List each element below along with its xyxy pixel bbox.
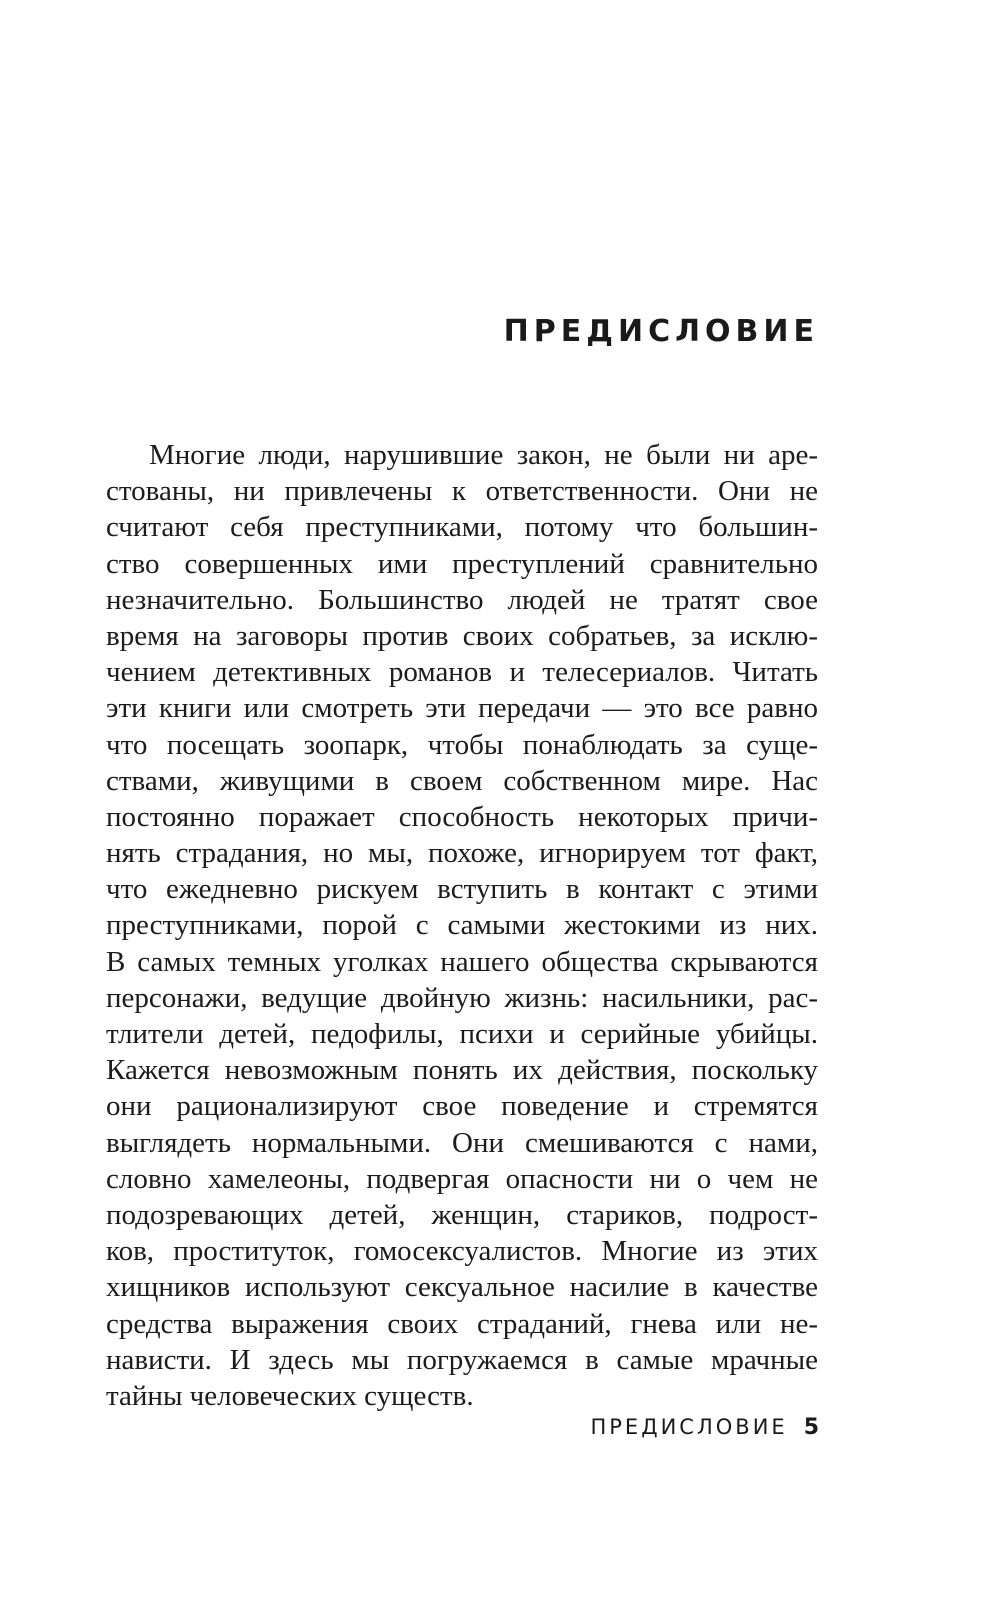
page-footer (590, 1412, 819, 1443)
text-line: стованы, ни привлечены к ответственности. Они не (106, 475, 818, 508)
text-line: тлители детей, педофилы, психи и серийные убийцы. (106, 1018, 818, 1050)
text-line: хищников используют сексуальное насилие в качестве (106, 1271, 818, 1304)
chapter-title: ПРЕДИСЛОВИЕ (503, 314, 819, 349)
text-line: они рационализируют свое поведение и стремятся (106, 1090, 818, 1123)
text-line: тайны человеческих существ. (106, 1379, 474, 1412)
text-line: Многие люди, нарушившие закон, не были ни аре- (149, 439, 818, 471)
text-line: ков, проституток, гомосексуалистов. Многие из этих (106, 1235, 818, 1268)
text-line: подозревающих детей, женщин, стариков, подрост- (106, 1198, 818, 1231)
text-line: ствами, живущими в своем собственном мире. Нас (106, 764, 818, 797)
text-line: выглядеть нормальными. Они смешиваются с нами, (106, 1126, 818, 1159)
text-line: постоянно поражает способность некоторых причи- (106, 800, 818, 833)
text-line: Кажется невозможным понять их действия, поскольку (106, 1054, 818, 1087)
text-line: что ежедневно рискуем вступить в контакт с этими (106, 873, 818, 906)
text-line: средства выражения своих страданий, гнева или не- (106, 1307, 818, 1340)
running-title: ПРЕДИСЛОВИЕ (590, 1415, 788, 1439)
text-line: чением детективных романов и телесериалов. Читать (106, 656, 818, 689)
text-line: преступниками, порой с самыми жестокими из них. (106, 909, 818, 942)
text-line: считают себя преступниками, потому что большин- (106, 511, 818, 544)
text-line: незначительно. Большинство людей не тратят свое (106, 583, 818, 616)
page-number: 5 (803, 1415, 819, 1440)
text-line: нять страдания, но мы, похоже, игнорируем тот факт, (106, 837, 818, 870)
text-line: что посещать зоопарк, чтобы понаблюдать за суще- (106, 728, 818, 761)
text-line: словно хамелеоны, подвергая опасности ни о чем не (106, 1162, 818, 1195)
body-paragraph (106, 437, 818, 1414)
text-line: время на заговоры против своих собратьев, за исклю- (106, 619, 818, 652)
text-line: В самых темных уголках нашего общества скрываются (106, 945, 818, 978)
text-line: персонажи, ведущие двойную жизнь: насильники, рас- (106, 981, 818, 1014)
text-line: ство совершенных ими преступлений сравнительно (106, 547, 818, 580)
text-line: нависти. И здесь мы погружаемся в самые мрачные (106, 1343, 818, 1376)
text-line: эти книги или смотреть эти передачи — это все равно (106, 692, 818, 725)
